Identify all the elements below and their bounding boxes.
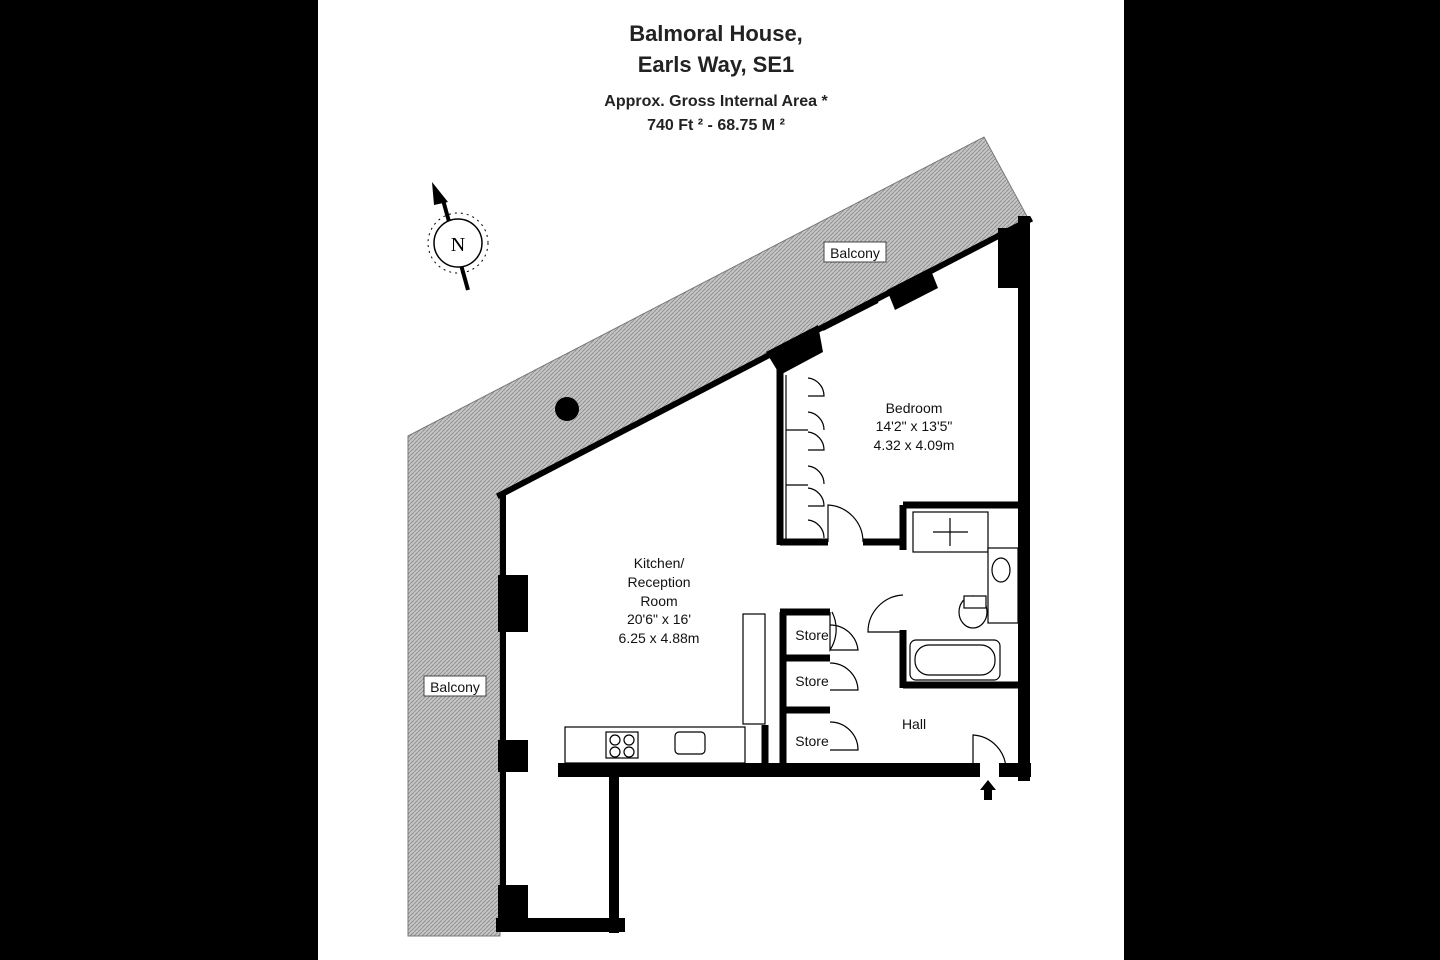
floorplan-page: [318, 0, 1124, 960]
compass-letter: N: [450, 234, 466, 256]
entrance-arrow: [980, 780, 996, 800]
balcony-west-label: Balcony: [430, 679, 480, 695]
kitchen-metric: 6.25 x 4.88m: [618, 630, 700, 646]
kitchen-line-1: Kitchen/: [633, 555, 685, 571]
area-value: 740 Ft ² - 68.75 M ²: [647, 117, 785, 134]
wardrobe: [786, 375, 824, 540]
kitchen-line-2: Reception: [627, 574, 691, 590]
store-3-label: Store: [795, 733, 829, 749]
balcony-column: [555, 397, 579, 421]
bathroom-fixtures: [910, 512, 1018, 680]
area-label: Approx. Gross Internal Area *: [604, 93, 828, 110]
bedroom-name: Bedroom: [885, 400, 943, 416]
balcony-north-label: Balcony: [830, 245, 880, 261]
bedroom-metric: 4.32 x 4.09m: [873, 437, 955, 453]
store-1-label: Store: [795, 627, 829, 643]
store-2-label: Store: [795, 673, 829, 689]
floorplan-drawing: [318, 0, 1124, 960]
title-line-1: Balmoral House,: [629, 21, 803, 46]
kitchen-line-3: Room: [640, 593, 678, 609]
compass-icon: [428, 182, 488, 290]
bedroom-imperial: 14'2" x 13'5": [875, 418, 953, 434]
title-line-2: Earls Way, SE1: [637, 52, 795, 77]
kitchen-imperial: 20'6" x 16': [626, 611, 692, 627]
hall-label: Hall: [901, 716, 927, 732]
